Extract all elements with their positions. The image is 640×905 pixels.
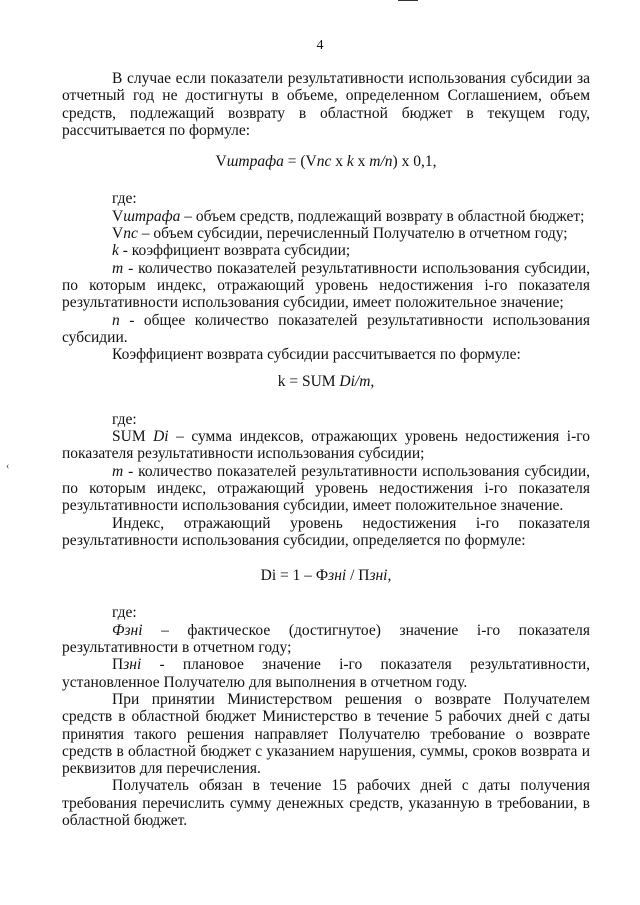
definition-n: n - общее количество показателей результативности использования субсидии. bbox=[62, 311, 590, 346]
definition-sum-di: SUM Di – сумма индексов, отражающих уровень недостижения i-го показателя результативности использования субсидии; bbox=[62, 428, 590, 463]
definition-fzni: Фзні – фактическое (достигнутое) значение i-го показателя результативности в отчетном году; bbox=[62, 621, 590, 657]
definition-m-second: m - количество показателей результативности использования субсидии, по которым индекс, отражающий уровень недостижения i-го показателя результативности использования субсидии, имеет положительное значение. bbox=[62, 462, 590, 515]
definition-k: k - коэффициент возврата субсидии; bbox=[112, 242, 351, 260]
paragraph-ministry-decision: При принятии Министерством решения о возврате Получателем средств в областной бюджет Министерство в течение 5 рабочих дней с даты принятия такого решения направляет Получателю требование о возврате средств в областной бюджет с указанием нарушения, суммы, сроков возврата и реквизитов для перечисления. bbox=[62, 690, 590, 778]
page-number: 4 bbox=[316, 38, 324, 53]
top-edge-mark bbox=[398, 0, 418, 1]
paragraph-recipient-obligation: Получатель обязан в течение 15 рабочих дней с даты получения требования перечислить сумму денежных средств, указанную в требовании, в областной бюджет. bbox=[62, 777, 590, 829]
margin-mark: ‹ bbox=[6, 461, 10, 472]
formula-penalty: Vштрафа = (Vпс x k x m/n) x 0,1, bbox=[215, 153, 437, 171]
formula-index: Di = 1 – Фзні / Пзні, bbox=[260, 567, 392, 585]
where-label: где: bbox=[112, 410, 137, 428]
paragraph-penalty-intro: В случае если показатели результативности использования субсидии за отчетный год не достигнуты в объеме, определенном Соглашением, объем средств, подлежащий возврату в областной бюджет в текущем году, рассчитывается по формуле: bbox=[62, 70, 590, 139]
formula-coefficient: k = SUM Di/m, bbox=[277, 373, 375, 391]
definition-v-penalty: Vштрафа – объем средств, подлежащий возврату в областной бюджет; bbox=[112, 207, 585, 225]
document-body bbox=[62, 70, 590, 829]
definition-pzni: Пзні - плановое значение i-го показателя результативности, установленное Получателю для выполнения в отчетном году. bbox=[62, 656, 590, 691]
paragraph-index: Индекс, отражающий уровень недостижения i-го показателя результативности использования субсидии, определяется по формуле: bbox=[62, 514, 590, 549]
definition-v-subsidy: Vпс – объем субсидии, перечисленный Получателю в отчетном году; bbox=[112, 225, 568, 243]
where-label: где: bbox=[112, 190, 137, 208]
paragraph-coefficient: Коэффициент возврата субсидии рассчитывается по формуле: bbox=[112, 346, 521, 364]
where-label: где: bbox=[112, 604, 137, 622]
definition-m: m - количество показателей результативности использования субсидии, по которым индекс, отражающий уровень недостижения i-го показателя результативности использования субсидии, имеет положительное значение; bbox=[62, 259, 590, 312]
